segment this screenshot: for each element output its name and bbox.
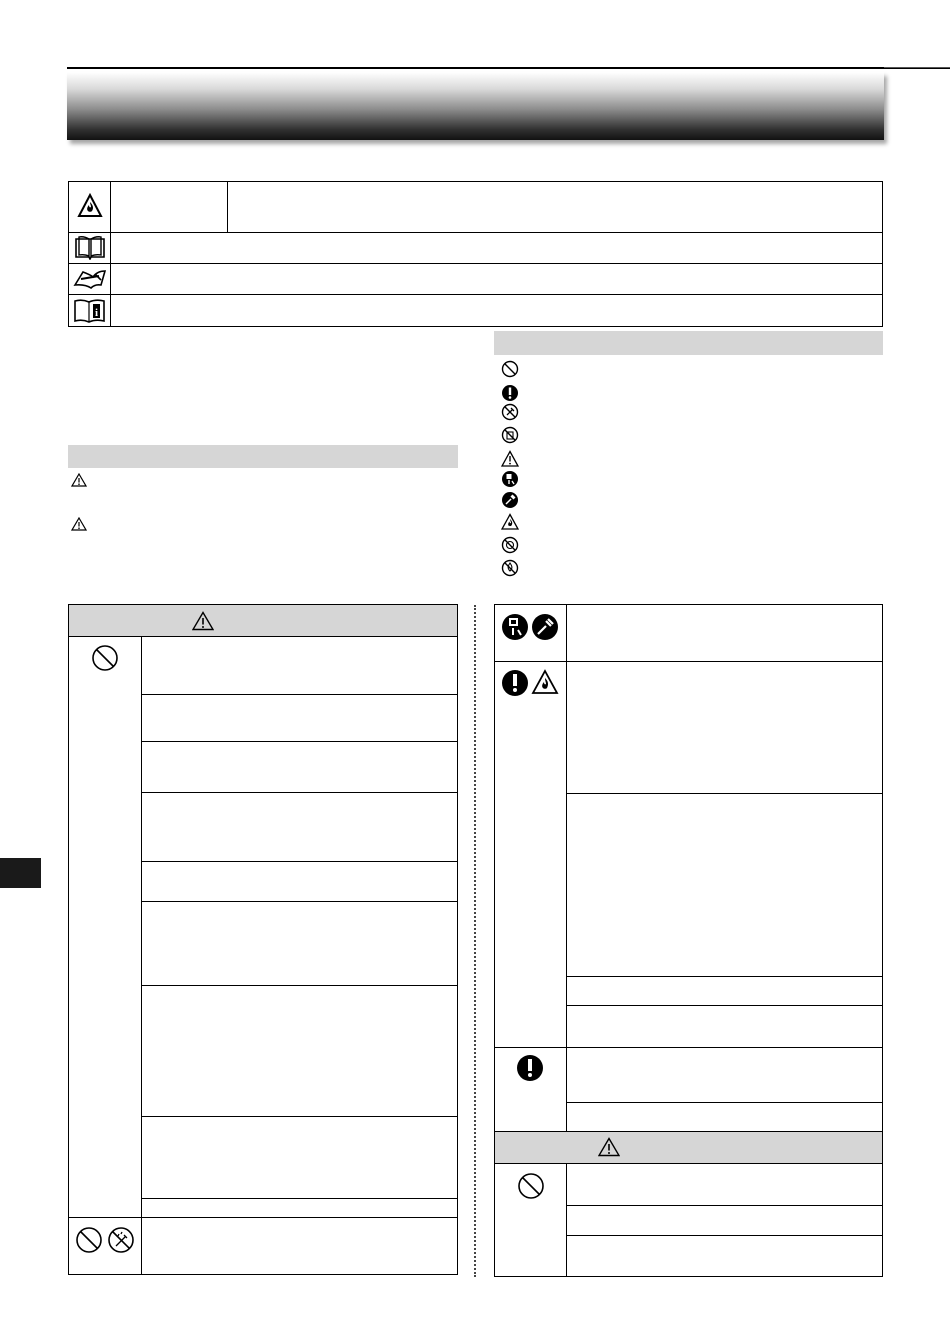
symbol-table [68, 181, 883, 327]
legend-item-no-water [501, 559, 881, 579]
mandatory-icon [501, 384, 519, 402]
warning-table [68, 604, 458, 1275]
marks-heading-bar [68, 445, 458, 468]
right-warning-table [494, 604, 883, 1277]
no-water-icon [107, 1226, 135, 1254]
no-wet-hands-icon [501, 426, 519, 444]
svg-text:i: i [94, 307, 99, 319]
legend-item-general-warning [501, 450, 881, 470]
top-rule-extension [884, 67, 950, 68]
top-rule [67, 67, 950, 69]
fire-hazard-icon [531, 669, 559, 695]
prohibited-icon [91, 644, 119, 672]
no-water-icon [501, 559, 519, 577]
legend-item-no-wet-hands [501, 426, 881, 446]
flammable-warning-icon [77, 193, 103, 218]
legend-item-prohibited [501, 360, 881, 380]
warning-table-header [69, 605, 457, 637]
mandatory-icon [501, 669, 529, 697]
legend-item-no-touch [501, 536, 881, 556]
unplug-icon [501, 613, 529, 641]
legend-item-no-disassembly [501, 403, 881, 423]
caution-triangle-icon [71, 517, 87, 531]
service-manual-icon [73, 267, 107, 291]
prohibited-icon [501, 360, 519, 378]
caution-triangle-icon [598, 1137, 620, 1157]
warning-triangle-icon [71, 473, 87, 487]
side-tab [0, 858, 41, 888]
warning-triangle-icon [192, 611, 214, 631]
fire-hazard-icon [501, 513, 519, 531]
column-divider [474, 605, 476, 1277]
earth-ground-icon [501, 491, 519, 509]
legend-item-mandatory [501, 384, 881, 404]
legend-item-earth [501, 491, 881, 511]
earth-ground-icon [531, 613, 559, 641]
prohibited-icon [75, 1226, 103, 1254]
no-disassembly-icon [501, 403, 519, 421]
unplug-icon [501, 470, 519, 488]
mandatory-icon [516, 1054, 544, 1082]
caution-header [495, 1132, 882, 1164]
intro-text [68, 340, 458, 435]
page-banner [67, 72, 884, 140]
legend-item-unplug [501, 470, 881, 490]
legend-item-fire-hazard [501, 513, 881, 533]
prohibited-icon [517, 1172, 545, 1200]
manual-book-icon [74, 236, 106, 260]
no-touch-icon [501, 536, 519, 554]
information-manual-icon [73, 298, 107, 324]
general-warning-icon [501, 450, 519, 468]
legend-heading-bar [494, 331, 883, 355]
